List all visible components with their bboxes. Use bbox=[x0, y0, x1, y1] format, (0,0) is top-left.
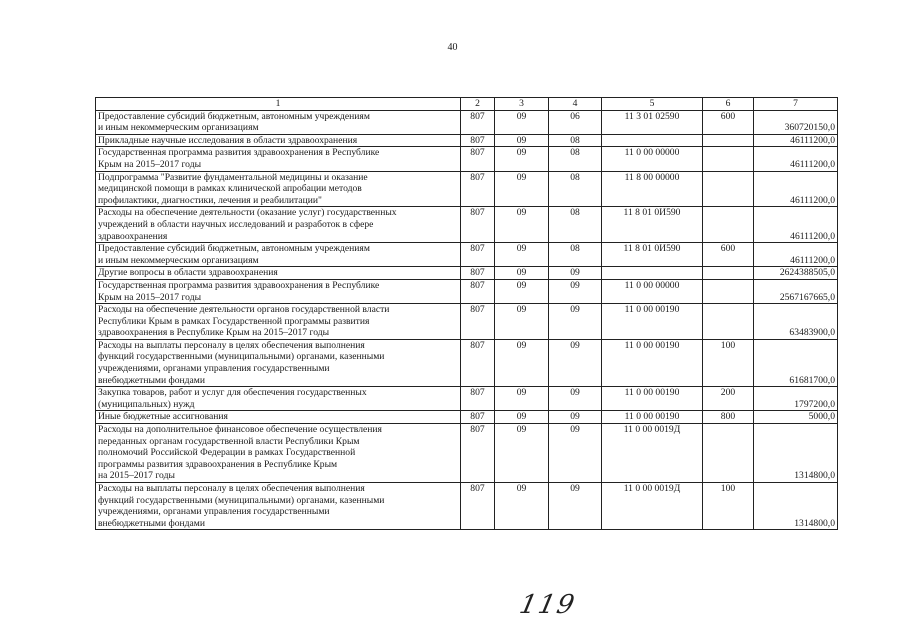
page-number: 40 bbox=[447, 42, 458, 53]
row-name: Государственная программа развития здравоохранения в Республике Крым на 2015–2017 годы bbox=[96, 279, 461, 303]
ministry-code: 807 bbox=[461, 411, 495, 424]
ministry-code: 807 bbox=[461, 387, 495, 411]
target-article-code bbox=[602, 134, 703, 147]
target-article-code: 11 0 00 00190 bbox=[602, 304, 703, 340]
target-article-code: 11 0 00 00000 bbox=[602, 147, 703, 171]
expense-type-code bbox=[703, 279, 754, 303]
ministry-code: 807 bbox=[461, 483, 495, 530]
expense-type-code bbox=[703, 207, 754, 243]
row-name: Другие вопросы в области здравоохранения bbox=[96, 267, 461, 280]
table-row bbox=[96, 110, 838, 134]
section-code: 09 bbox=[495, 134, 549, 147]
expense-type-code: 100 bbox=[703, 339, 754, 386]
table-row bbox=[96, 207, 838, 243]
target-article-code: 11 8 01 0И590 bbox=[602, 243, 703, 267]
subsection-code: 08 bbox=[549, 147, 602, 171]
table-row bbox=[96, 339, 838, 386]
subsection-code: 08 bbox=[549, 171, 602, 207]
section-code: 09 bbox=[495, 304, 549, 340]
amount: 1797200,0 bbox=[754, 387, 838, 411]
section-code: 09 bbox=[495, 279, 549, 303]
row-name: Расходы на обеспечение деятельности органов государственной власти Республики Крым в рамках Государственной программы развития здравоохранения в Республике Крым на 2015–2017 годы bbox=[96, 304, 461, 340]
amount: 2567167665,0 bbox=[754, 279, 838, 303]
section-code: 09 bbox=[495, 110, 549, 134]
ministry-code: 807 bbox=[461, 267, 495, 280]
section-code: 09 bbox=[495, 387, 549, 411]
expense-type-code bbox=[703, 304, 754, 340]
section-code: 09 bbox=[495, 243, 549, 267]
expense-type-code: 600 bbox=[703, 110, 754, 134]
target-article-code: 11 0 00 00190 bbox=[602, 339, 703, 386]
ministry-code: 807 bbox=[461, 424, 495, 483]
table-row bbox=[96, 279, 838, 303]
table-row bbox=[96, 134, 838, 147]
table-row bbox=[96, 411, 838, 424]
section-code: 09 bbox=[495, 147, 549, 171]
column-header: 6 bbox=[703, 98, 754, 111]
subsection-code: 09 bbox=[549, 411, 602, 424]
ministry-code: 807 bbox=[461, 304, 495, 340]
row-name: Подпрограмма "Развитие фундаментальной медицины и оказание медицинской помощи в рамках клинической апробации методов профилактики, диагностики, лечения и реабилитации" bbox=[96, 171, 461, 207]
target-article-code bbox=[602, 267, 703, 280]
table-row bbox=[96, 483, 838, 530]
amount: 5000,0 bbox=[754, 411, 838, 424]
target-article-code: 11 8 01 0И590 bbox=[602, 207, 703, 243]
target-article-code: 11 0 00 00000 bbox=[602, 279, 703, 303]
row-name: Расходы на выплаты персоналу в целях обеспечения выполнения функций государственными (муниципальными) органами, казенными учреждениями, органами управления государственными внебюджетными фондами bbox=[96, 339, 461, 386]
subsection-code: 09 bbox=[549, 267, 602, 280]
header-row bbox=[96, 98, 838, 111]
target-article-code: 11 8 00 00000 bbox=[602, 171, 703, 207]
amount: 360720150,0 bbox=[754, 110, 838, 134]
row-name: Государственная программа развития здравоохранения в Республике Крым на 2015–2017 годы bbox=[96, 147, 461, 171]
subsection-code: 09 bbox=[549, 279, 602, 303]
target-article-code: 11 0 00 00190 bbox=[602, 411, 703, 424]
expense-type-code: 100 bbox=[703, 483, 754, 530]
amount: 61681700,0 bbox=[754, 339, 838, 386]
section-code: 09 bbox=[495, 483, 549, 530]
column-header: 1 bbox=[96, 98, 461, 111]
row-name: Иные бюджетные ассигнования bbox=[96, 411, 461, 424]
section-code: 09 bbox=[495, 339, 549, 386]
subsection-code: 06 bbox=[549, 110, 602, 134]
subsection-code: 08 bbox=[549, 207, 602, 243]
column-header: 3 bbox=[495, 98, 549, 111]
budget-table bbox=[95, 97, 838, 530]
row-name: Расходы на дополнительное финансовое обеспечение осуществления переданных органам государственной власти Республики Крым полномочий Российской Федерации в рамках Государственной программы развития здравоохранения в Республике Крым на 2015–2017 годы bbox=[96, 424, 461, 483]
ministry-code: 807 bbox=[461, 147, 495, 171]
subsection-code: 09 bbox=[549, 339, 602, 386]
ministry-code: 807 bbox=[461, 243, 495, 267]
table-row bbox=[96, 304, 838, 340]
amount: 46111200,0 bbox=[754, 134, 838, 147]
expense-type-code bbox=[703, 171, 754, 207]
section-code: 09 bbox=[495, 267, 549, 280]
row-name: Предоставление субсидий бюджетным, автономным учреждениям и иным некоммерческим организациям bbox=[96, 243, 461, 267]
subsection-code: 09 bbox=[549, 387, 602, 411]
amount: 46111200,0 bbox=[754, 147, 838, 171]
target-article-code: 11 0 00 0019Д bbox=[602, 424, 703, 483]
expense-type-code bbox=[703, 147, 754, 171]
expense-type-code bbox=[703, 424, 754, 483]
row-name: Расходы на выплаты персоналу в целях обеспечения выполнения функций государственными (муниципальными) органами, казенными учреждениями, органами управления государственными внебюджетными фондами bbox=[96, 483, 461, 530]
subsection-code: 09 bbox=[549, 424, 602, 483]
row-name: Закупка товаров, работ и услуг для обеспечения государственных (муниципальных) нужд bbox=[96, 387, 461, 411]
ministry-code: 807 bbox=[461, 110, 495, 134]
table-row bbox=[96, 171, 838, 207]
table-row bbox=[96, 243, 838, 267]
target-article-code: 11 0 00 0019Д bbox=[602, 483, 703, 530]
amount: 46111200,0 bbox=[754, 243, 838, 267]
expense-type-code: 600 bbox=[703, 243, 754, 267]
column-header: 5 bbox=[602, 98, 703, 111]
amount: 63483900,0 bbox=[754, 304, 838, 340]
row-name: Предоставление субсидий бюджетным, автономным учреждениям и иным некоммерческим организациям bbox=[96, 110, 461, 134]
section-code: 09 bbox=[495, 424, 549, 483]
row-name: Расходы на обеспечение деятельности (оказание услуг) государственных учреждений в области научных исследований и разработок в сфере здравоохранения bbox=[96, 207, 461, 243]
subsection-code: 08 bbox=[549, 243, 602, 267]
table-row bbox=[96, 424, 838, 483]
section-code: 09 bbox=[495, 411, 549, 424]
amount: 1314800,0 bbox=[754, 424, 838, 483]
column-header: 2 bbox=[461, 98, 495, 111]
expense-type-code: 200 bbox=[703, 387, 754, 411]
target-article-code: 11 3 01 02590 bbox=[602, 110, 703, 134]
column-header: 4 bbox=[549, 98, 602, 111]
ministry-code: 807 bbox=[461, 171, 495, 207]
target-article-code: 11 0 00 00190 bbox=[602, 387, 703, 411]
ministry-code: 807 bbox=[461, 207, 495, 243]
section-code: 09 bbox=[495, 207, 549, 243]
amount: 46111200,0 bbox=[754, 207, 838, 243]
column-header: 7 bbox=[754, 98, 838, 111]
ministry-code: 807 bbox=[461, 339, 495, 386]
subsection-code: 09 bbox=[549, 304, 602, 340]
table-row bbox=[96, 387, 838, 411]
ministry-code: 807 bbox=[461, 134, 495, 147]
expense-type-code bbox=[703, 267, 754, 280]
amount: 2624388505,0 bbox=[754, 267, 838, 280]
handwritten-page-note: 119 bbox=[516, 590, 579, 620]
table-row bbox=[96, 147, 838, 171]
amount: 1314800,0 bbox=[754, 483, 838, 530]
expense-type-code: 800 bbox=[703, 411, 754, 424]
ministry-code: 807 bbox=[461, 279, 495, 303]
expense-type-code bbox=[703, 134, 754, 147]
amount: 46111200,0 bbox=[754, 171, 838, 207]
subsection-code: 09 bbox=[549, 483, 602, 530]
subsection-code: 08 bbox=[549, 134, 602, 147]
row-name: Прикладные научные исследования в области здравоохранения bbox=[96, 134, 461, 147]
section-code: 09 bbox=[495, 171, 549, 207]
table-row bbox=[96, 267, 838, 280]
